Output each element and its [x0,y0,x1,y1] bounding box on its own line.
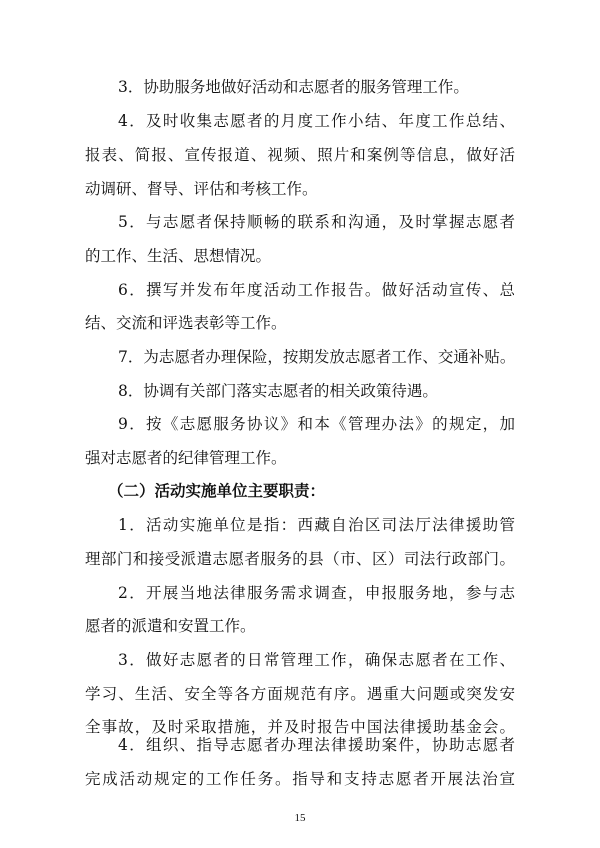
paragraph-line: 9．按《志愿服务协议》和本《管理办法》的规定，加 [118,415,515,433]
section-heading: （二）活动实施单位主要职责： [108,481,326,500]
paragraph-line: 理部门和接受派遣志愿者服务的县（市、区）司法行政部门。 [85,550,515,568]
paragraph-line: 全事故，及时采取措施，并及时报告中国法律援助基金会。 [85,718,515,736]
paragraph-line: 1．活动实施单位是指：西藏自治区司法厅法律援助管 [118,516,515,534]
paragraph-line: 7．为志愿者办理保险，按期发放志愿者工作、交通补贴。 [118,348,516,366]
paragraph-line: 3．协助服务地做好活动和志愿者的服务管理工作。 [118,78,469,96]
paragraph-line: 6．撰写并发布年度活动工作报告。做好活动宣传、总 [118,281,515,299]
paragraph-line: 愿者的派遣和安置工作。 [85,617,256,635]
paragraph-line: 结、交流和评选表彰等工作。 [85,314,287,332]
paragraph-line: 3．做好志愿者的日常管理工作，确保志愿者在工作、 [118,651,515,669]
paragraph-line: 学习、生活、安全等各方面规范有序。遇重大问题或突发安 [85,685,515,703]
paragraph-line: 2．开展当地法律服务需求调查，申报服务地，参与志 [118,584,515,602]
paragraph-line: 完成活动规定的工作任务。指导和支持志愿者开展法治宣 [85,770,515,788]
paragraph-line: 动调研、督导、评估和考核工作。 [85,180,318,198]
paragraph-line: 强对志愿者的纪律管理工作。 [85,449,287,467]
paragraph-line: 报表、简报、宣传报道、视频、照片和案例等信息，做好活 [85,146,515,164]
page-number: 15 [294,812,306,824]
paragraph-line: 4．组织、指导志愿者办理法律援助案件，协助志愿者 [118,736,515,754]
paragraph-line: 5．与志愿者保持顺畅的联系和沟通，及时掌握志愿者 [118,213,515,231]
paragraph-line: 的工作、生活、思想情况。 [85,247,272,265]
paragraph-line: 8．协调有关部门落实志愿者的相关政策待遇。 [118,382,438,400]
paragraph-line: 4．及时收集志愿者的月度工作小结、年度工作总结、 [118,112,515,130]
